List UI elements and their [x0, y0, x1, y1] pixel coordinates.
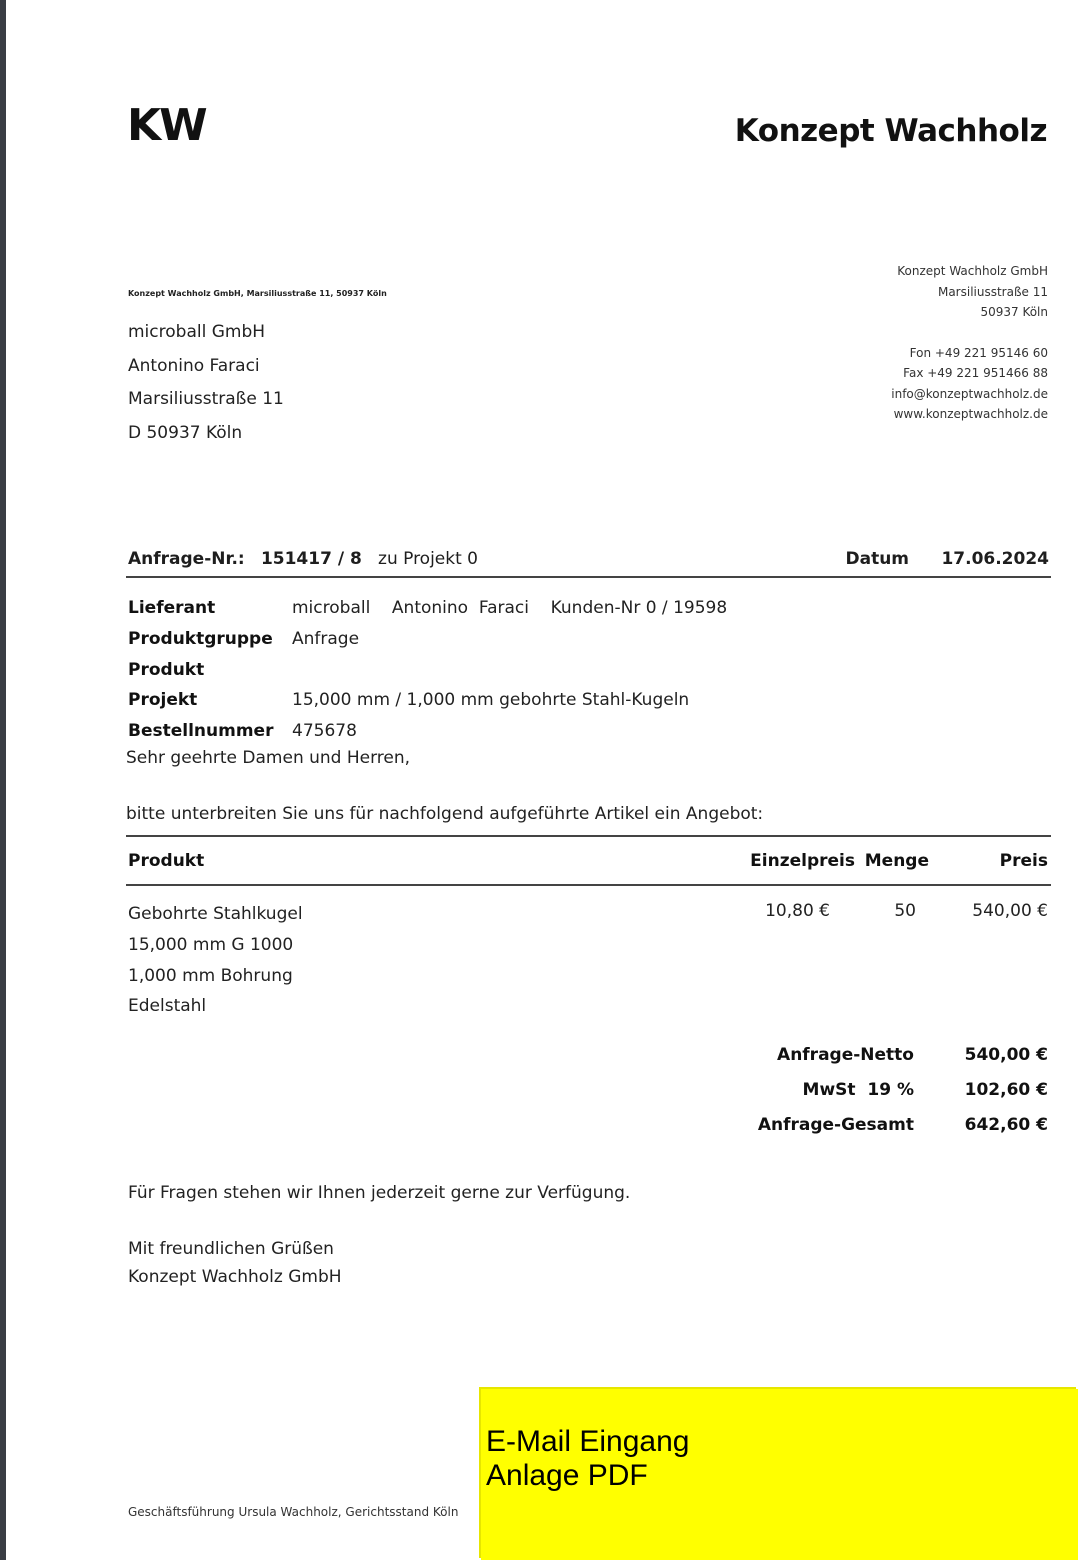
- stamp-line-2: Anlage PDF: [486, 1459, 648, 1492]
- line-item-description: [128, 899, 303, 1022]
- stamp-line-1: E-Mail Eingang: [486, 1425, 690, 1458]
- header-divider: [126, 576, 1051, 578]
- table-header-rule: [126, 884, 1051, 886]
- date-label: Datum: [845, 549, 910, 569]
- recipient-city: D 50937 Köln: [128, 422, 243, 443]
- company-logo: KW: [127, 100, 206, 151]
- request-date: 17.06.2024: [941, 549, 1049, 569]
- salutation: Sehr geehrte Damen und Herren,: [126, 748, 411, 768]
- item-line: Edelstahl: [128, 996, 207, 1017]
- vat-value: 102,60 €: [964, 1080, 1048, 1100]
- signature: Konzept Wachholz GmbH: [128, 1267, 342, 1287]
- brand-name: Konzept Wachholz: [734, 113, 1047, 149]
- contact-website: www.konzeptwachholz.de: [893, 407, 1048, 421]
- column-header-price: Preis: [999, 851, 1048, 871]
- contact-email: info@konzeptwachholz.de: [891, 386, 1048, 401]
- recipient-company: microball GmbH: [128, 322, 266, 342]
- contact-company: Konzept Wachholz GmbH: [897, 264, 1048, 278]
- detail-value: 475678: [292, 721, 357, 742]
- item-quantity: 50: [894, 901, 916, 921]
- recipient-street: Marsiliusstraße 11: [128, 389, 284, 409]
- item-unit-price: 10,80 €: [765, 901, 830, 921]
- detail-value: microball Antonino Faraci Kunden-Nr 0 / 19598: [292, 598, 728, 618]
- detail-label: Projekt: [128, 690, 198, 711]
- net-total-value: 540,00 €: [964, 1045, 1048, 1065]
- gross-total-value: 642,60 €: [964, 1115, 1048, 1135]
- column-header-unit-price: Einzelpreis: [750, 851, 855, 871]
- contact-phone: Fon +49 221 95146 60: [909, 345, 1048, 360]
- detail-label: Produkt: [128, 659, 205, 680]
- email-intake-stamp: [481, 1389, 1078, 1560]
- intro-text: bitte unterbreiten Sie uns für nachfolgend aufgeführte Artikel ein Angebot:: [126, 804, 764, 824]
- sender-contact-block: [891, 261, 1048, 425]
- detail-label: Bestellnummer: [128, 721, 274, 742]
- net-total-label: Anfrage-Netto: [777, 1045, 914, 1065]
- gross-total-label: Anfrage-Gesamt: [757, 1115, 914, 1135]
- request-number: 151417 / 8: [260, 549, 362, 569]
- item-line: 15,000 mm G 1000: [128, 934, 294, 955]
- questions-text: Für Fragen stehen wir Ihnen jederzeit gerne zur Verfügung.: [128, 1183, 631, 1203]
- vat-label: MwSt 19 %: [802, 1080, 914, 1100]
- item-line: Gebohrte Stahlkugel: [128, 904, 303, 924]
- detail-label: Produktgruppe: [128, 628, 273, 649]
- contact-street: Marsiliusstraße 11: [937, 284, 1048, 299]
- page-edge: [0, 0, 6, 1560]
- column-header-product: Produkt: [128, 851, 205, 871]
- project-reference: zu Projekt 0: [378, 549, 478, 569]
- contact-city: 50937 Köln: [980, 305, 1048, 319]
- table-top-rule: [126, 835, 1051, 837]
- request-header: [128, 549, 1049, 573]
- request-number-label: Anfrage-Nr.:: [128, 549, 245, 569]
- column-header-quantity: Menge: [864, 851, 929, 871]
- detail-value: Anfrage: [292, 628, 360, 649]
- greeting: Mit freundlichen Grüßen: [128, 1239, 334, 1259]
- detail-value: 15,000 mm / 1,000 mm gebohrte Stahl-Kugeln: [292, 690, 690, 711]
- recipient-person: Antonino Faraci: [128, 355, 260, 376]
- item-line: 1,000 mm Bohrung: [128, 965, 293, 986]
- item-price: 540,00 €: [972, 901, 1048, 921]
- recipient-address: [128, 316, 284, 450]
- detail-label: Lieferant: [128, 598, 216, 618]
- legal-footer: Geschäftsführung Ursula Wachholz, Gerichtsstand Köln: [128, 1505, 459, 1519]
- sender-return-address: Konzept Wachholz GmbH, Marsiliusstraße 11, 50937 Köln: [128, 289, 387, 298]
- contact-fax: Fax +49 221 951466 88: [903, 366, 1048, 380]
